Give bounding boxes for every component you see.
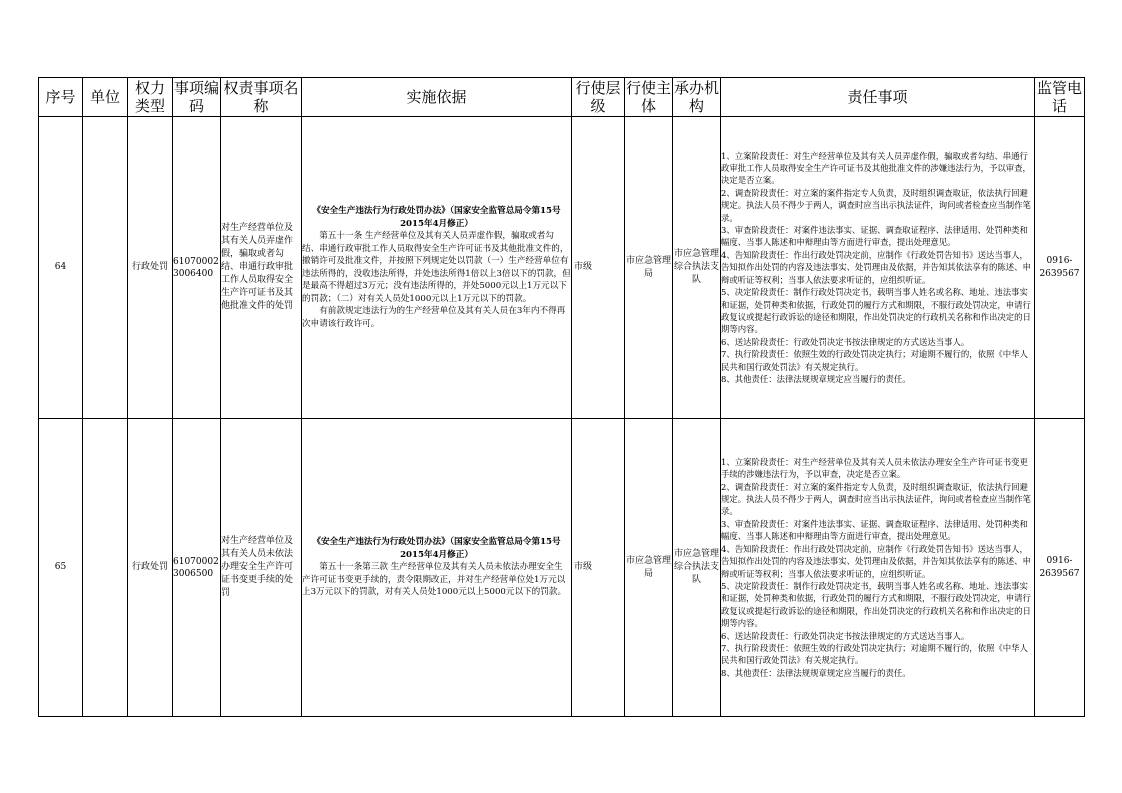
cell-responsibility <box>721 419 1035 717</box>
cell-level: 市级 <box>572 117 625 419</box>
cell-basis <box>302 117 572 419</box>
responsibility-item: 4、告知阶段责任：作出行政处罚决定前，应制作《行政处罚告知书》送达当事人，告知拟作出处罚的内容及违法事实、处罚理由及依据，并告知其依法享有的陈述、申辩或听证等权利；当事人依法要求听证的，应组织听证。 <box>721 249 1031 285</box>
header-seq: 序号 <box>39 78 83 117</box>
header-responsibility: 责任事项 <box>721 78 1035 117</box>
cell-power-name: 对生产经营单位及其有关人员未依法办理安全生产许可证书变更手续的处罚 <box>221 419 302 717</box>
cell-item-code: 61070002 3006500 <box>173 419 221 717</box>
cell-subject: 市应急管理局 <box>625 117 673 419</box>
header-row <box>39 78 1085 117</box>
cell-responsibility <box>721 117 1035 419</box>
responsibility-item: 6、送达阶段责任：行政处罚决定书按法律规定的方式送达当事人。 <box>721 630 970 641</box>
responsibility-item: 3、审查阶段责任：对案件违法事实、证据、调查取证程序、法律适用、处罚种类和幅度、当事人陈述和申辩理由等方面进行审查，提出处理意见。 <box>721 225 1028 248</box>
cell-subject: 市应急管理局 <box>625 419 673 717</box>
cell-level: 市级 <box>572 419 625 717</box>
cell-power-name: 对生产经营单位及其有关人员弄虚作假，骗取或者勾结、串通行政审批工作人员取得安全生产许可证书及其他批准文件的处罚 <box>221 117 302 419</box>
cell-power-type: 行政处罚 <box>128 419 173 717</box>
responsibility-item: 7、执行阶段责任：依照生效的行政处罚决定执行；对逾期不履行的，依照《中华人民共和国行政处罚法》有关规定执行。 <box>721 349 1028 372</box>
cell-unit <box>83 419 128 717</box>
header-agency: 承办机构 <box>673 79 719 115</box>
cell-phone: 0916-2639567 <box>1035 117 1085 419</box>
header-unit: 单位 <box>83 78 128 117</box>
header-subject: 行使主体 <box>625 79 671 115</box>
responsibility-item: 8、其他责任：法律法规规章规定应当履行的责任。 <box>721 373 911 384</box>
header-basis: 实施依据 <box>302 78 572 117</box>
responsibility-item: 1、立案阶段责任：对生产经营单位及其有关人员未依法办理安全生产许可证书变更手续的涉嫌违法行为，予以审查，决定是否立案。 <box>721 456 1028 480</box>
responsibility-item: 5、决定阶段责任：制作行政处罚决定书，载明当事人姓名或名称、地址、违法事实和证据，处罚种类和依据，行政处罚的履行方式和期限，不服行政处罚决定，申请行政复议或提起行政诉讼的途径和期限，作出处罚决定的行政机关名称和作出决定的日期等内容。 <box>721 287 1031 335</box>
cell-power-type: 行政处罚 <box>128 117 173 419</box>
responsibility-item: 8、其他责任：法律法规规章规定应当履行的责任。 <box>721 667 911 678</box>
header-level: 行使层级 <box>572 78 625 117</box>
cell-agency: 市应急管理综合执法支队 <box>673 419 721 717</box>
header-item-code: 事项编码 <box>173 79 219 115</box>
header-power-name: 权责事项名称 <box>221 78 302 117</box>
cell-unit <box>83 117 128 419</box>
basis-paragraph: 有前款规定违法行为的生产经营单位及其有关人员在3年内不得再次申请该行政许可。 <box>302 306 566 329</box>
cell-seq: 65 <box>39 419 83 717</box>
responsibility-table <box>38 77 1085 717</box>
responsibility-item: 3、审查阶段责任：对案件违法事实、证据、调查取证程序、法律适用、处罚种类和幅度、当事人陈述和申辩理由等方面进行审查，提出处理意见。 <box>721 518 1028 542</box>
cell-phone: 0916-2639567 <box>1035 419 1085 717</box>
responsibility-item: 5、决定阶段责任：制作行政处罚决定书，载明当事人姓名或名称、地址、违法事实和证据，处罚种类和依据，行政处罚的履行方式和期限，不服行政处罚决定，申请行政复议或提起行政诉讼的途径和期限，作出处罚决定的行政机关名称和作出决定的日期等内容。 <box>721 580 1031 629</box>
basis-title: 《安全生产违法行为行政处罚办法》（国家安全监管总局令第15号 2015年4月修正） <box>312 206 561 229</box>
header-phone: 监管电话 <box>1035 78 1085 117</box>
cell-basis <box>302 419 572 717</box>
cell-seq: 64 <box>39 117 83 419</box>
responsibility-item: 6、送达阶段责任：行政处罚决定书按法律规定的方式送达当事人。 <box>721 336 970 347</box>
responsibility-item: 1、立案阶段责任：对生产经营单位及其有关人员弄虚作假，骗取或者勾结、串通行政审批工作人员取得安全生产许可证书及其他批准文件的涉嫌违法行为，予以审查，决定是否立案。 <box>721 150 1031 186</box>
basis-paragraph: 第五十一条第三款 生产经营单位及其有关人员未依法办理安全生产许可证书变更手续的，责令限期改正，并对生产经营单位处1万元以上3万元以下的罚款，对有关人员处1000元以上5000元以下的罚款。 <box>302 562 567 598</box>
responsibility-item: 2、调查阶段责任：对立案的案件指定专人负责，及时组织调查取证，依法执行回避规定。执法人员不得少于两人，调查时应当出示执法证件，询问或者检查应当制作笔录。 <box>721 481 1031 517</box>
responsibility-item: 2、调查阶段责任：对立案的案件指定专人负责，及时组织调查取证，依法执行回避规定。执法人员不得少于两人，调查时应当出示执法证件，询问或者检查应当制作笔录。 <box>721 187 1031 223</box>
table-row <box>39 419 1085 717</box>
header-power-type: 权力类型 <box>128 78 173 117</box>
responsibility-item: 4、告知阶段责任：作出行政处罚决定前，应制作《行政处罚告知书》送达当事人，告知拟作出处罚的内容及违法事实、处罚理由及依据，并告知其依法享有的陈述、申辩或听证等权利；当事人依法要求听证的，应组织听证。 <box>721 543 1031 579</box>
cell-item-code: 61070002 3006400 <box>173 117 221 419</box>
basis-paragraph: 第五十一条 生产经营单位及其有关人员弄虚作假，骗取或者勾结、串通行政审批工作人员取得安全生产许可证书及其他批准文件的，撤销许可及批准文件，并按照下列规定处以罚款（一）生产经营单位有违法所得的，没收违法所得，并处违法所得1倍以上3倍以下的罚款，但是最高不得超过3万元；没有违法所得的，并处5000元以上1万元以下的罚款；（二）对有关人员处1000元以上1万元以下的罚款。 <box>302 231 571 304</box>
basis-title: 《安全生产违法行为行政处罚办法》（国家安全监管总局令第15号 2015年4月修正） <box>312 537 561 560</box>
table-row <box>39 117 1085 419</box>
responsibility-item: 7、执行阶段责任：依照生效的行政处罚决定执行；对逾期不履行的，依照《中华人民共和国行政处罚法》有关规定执行。 <box>721 642 1028 666</box>
cell-agency: 市应急管理综合执法支队 <box>673 117 721 419</box>
